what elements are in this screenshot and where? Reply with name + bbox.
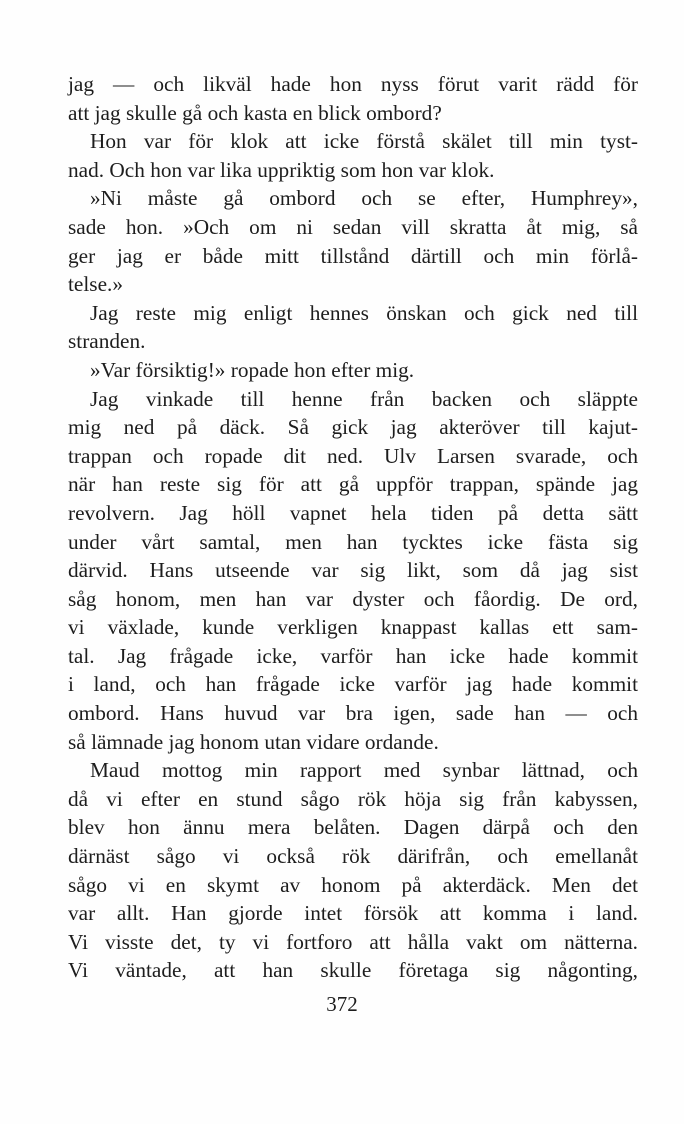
text-line: jag — och likväl hade hon nyss förut varit rädd för [68,72,638,96]
text-line: Jag vinkade till henne från backen och släppte [90,386,638,411]
text-line: Maud mottog min rapport med synbar lättnad, och [90,758,638,783]
text-line: under vårt samtal, men han tycktes icke fästa sig [68,529,638,554]
text-line: »Ni måste gå ombord och se efter, Humphrey», [90,186,638,211]
text-line: blev hon ännu mera belåten. Dagen därpå och den [68,815,638,840]
text-line: sade hon. »Och om ni sedan vill skratta åt mig, så [68,214,638,239]
text-line: ger jag er både mitt tillstånd därtill och min förlå- [68,243,638,268]
text-line: »Var försiktig!» ropade hon efter mig. [90,357,415,382]
text-line: Vi visste det, ty vi fortforo att hålla vakt om nätterna. [68,929,638,954]
text-line: trappan och ropade dit ned. Ulv Larsen svarade, och [68,443,638,468]
text-line: därnäst sågo vi också rök därifrån, och emellanåt [68,844,638,869]
text-line: såg honom, men han var dyster och fåordig. De ord, [68,586,638,611]
text-line: vi växlade, kunde verkligen knappast kallas ett sam- [68,615,638,640]
text-line: nad. Och hon var lika uppriktig som hon var klok. [68,157,495,182]
text-line: när han reste sig för att gå uppför trappan, spände jag [68,472,638,497]
text-line: att jag skulle gå och kasta en blick ombord? [68,100,442,125]
text-line: ombord. Hans huvud var bra igen, sade han — och [68,701,638,726]
page-number: 372 [326,992,358,1016]
text-line: mig ned på däck. Så gick jag akteröver till kajut- [68,415,638,440]
text-line: Jag reste mig enligt hennes önskan och gick ned till [90,300,638,325]
text-line: var allt. Han gjorde intet försök att komma i land. [68,901,638,926]
text-line: så lämnade jag honom utan vidare ordande. [68,729,439,754]
text-line: Vi väntade, att han skulle företaga sig någonting, [68,958,638,983]
text-line: tal. Jag frågade icke, varför han icke hade kommit [68,643,638,668]
body-text [68,70,638,985]
text-line: revolvern. Jag höll vapnet hela tiden på detta sätt [68,500,638,525]
text-line: då vi efter en stund sågo rök höja sig från kabyssen, [68,786,638,811]
text-line: telse.» [68,272,123,297]
text-line: sågo vi en skymt av honom på akterdäck. Men det [68,872,638,897]
text-line: Hon var för klok att icke förstå skälet till min tyst- [90,129,638,154]
text-line: därvid. Hans utseende var sig likt, som då jag sist [68,558,638,583]
text-line: i land, och han frågade icke varför jag hade kommit [68,672,638,697]
text-line: stranden. [68,329,146,354]
